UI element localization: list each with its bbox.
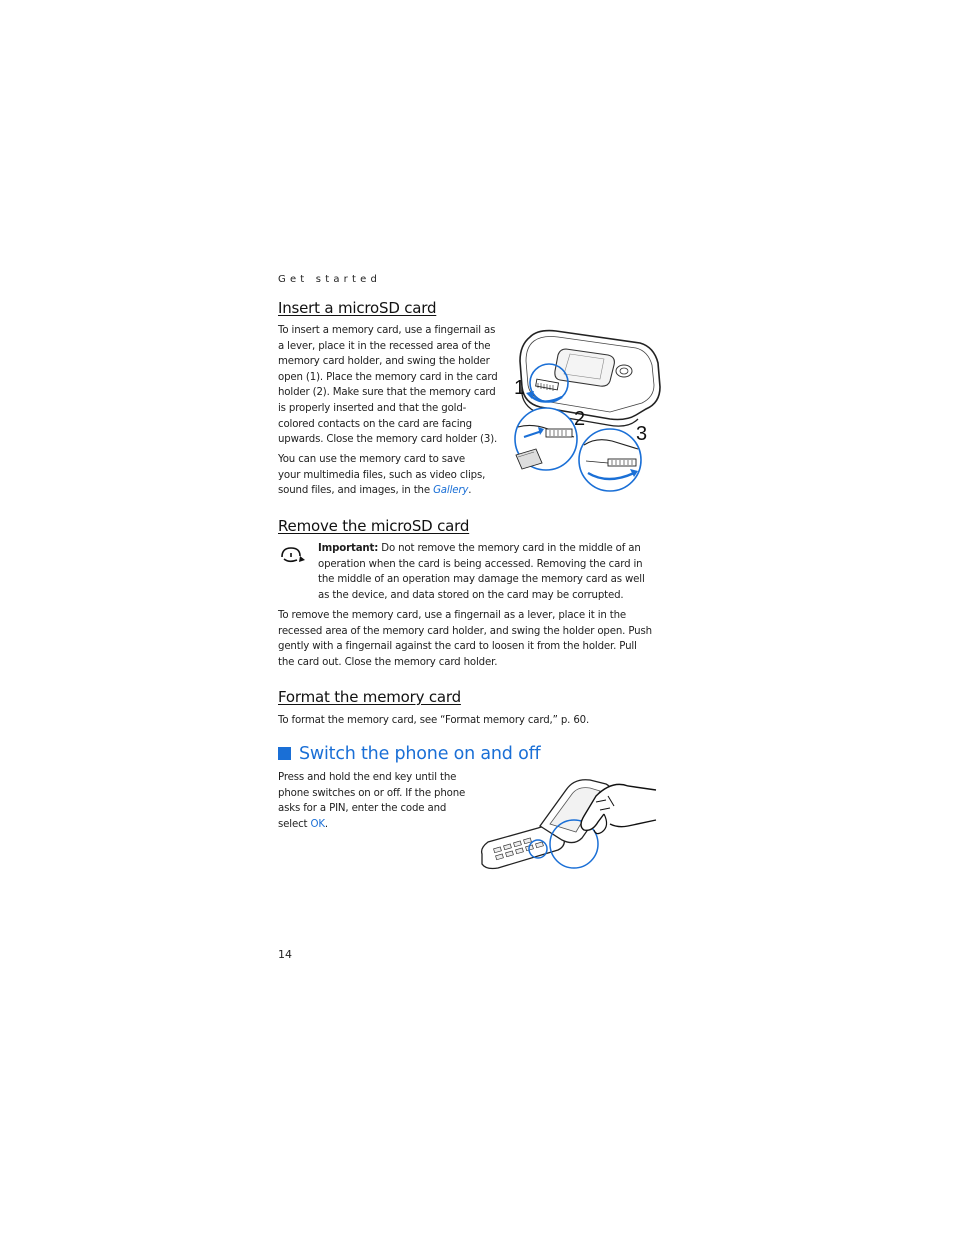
power-key-illustration <box>478 776 658 871</box>
remove-instructions: To remove the memory card, use a fingernail as a lever, place it in the recessed area of the memory card holder, and swing the holder open. Push gently with a fingernail against the card to loosen it from the holder. Pull the card out. Close the memory card holder. <box>278 610 652 668</box>
switch-text: Press and hold the end key until the phone switches on or off. If the phone asks for a PIN, enter the code and select <box>278 772 466 830</box>
gallery-note-end: . <box>468 485 472 497</box>
insert-gallery-note <box>278 452 490 499</box>
memory-card-illustration <box>508 325 666 495</box>
ok-link[interactable]: OK <box>310 818 325 830</box>
important-text: Do not remove the memory card in the middle of an operation when the card is being accessed. Removing the card in the middle of an operation may damage the memory card as well as the device, and data stored on the card may be corrupted. <box>318 543 645 601</box>
svg-text:2: 2 <box>574 408 586 430</box>
page-number: 14 <box>278 948 292 961</box>
important-icon <box>279 545 307 565</box>
section-marker-square <box>278 747 291 760</box>
important-notice <box>318 541 654 603</box>
svg-text:1: 1 <box>514 377 526 399</box>
important-label: Important: <box>318 543 379 554</box>
insert-instructions: To insert a memory card, use a fingernail as a lever, place it in the recessed area of the memory card holder, and swing the holder open (1). Place the memory card in the card holder (2). Make sure that the memory card is properly inserted and that the gold-colored contacts on the card are facing upwards. Close the memory card holder (3). <box>278 325 498 446</box>
svg-text:3: 3 <box>636 423 648 445</box>
gallery-note-text: You can use the memory card to save your multimedia files, such as video clips, sound files, and images, in the <box>278 454 486 497</box>
heading-insert-microsd: Insert a microSD card <box>278 299 437 317</box>
heading-format-card: Format the memory card <box>278 688 461 706</box>
heading-remove-microsd: Remove the microSD card <box>278 517 470 535</box>
heading-switch-phone <box>278 744 541 764</box>
running-head: Get started <box>278 274 381 285</box>
switch-text-end: . <box>324 818 328 830</box>
gallery-link[interactable]: Gallery <box>433 485 469 497</box>
format-instructions: To format the memory card, see “Format memory card,” p. 60. <box>278 715 590 726</box>
switch-instructions <box>278 770 468 832</box>
heading-switch-text: Switch the phone on and off <box>299 744 541 764</box>
